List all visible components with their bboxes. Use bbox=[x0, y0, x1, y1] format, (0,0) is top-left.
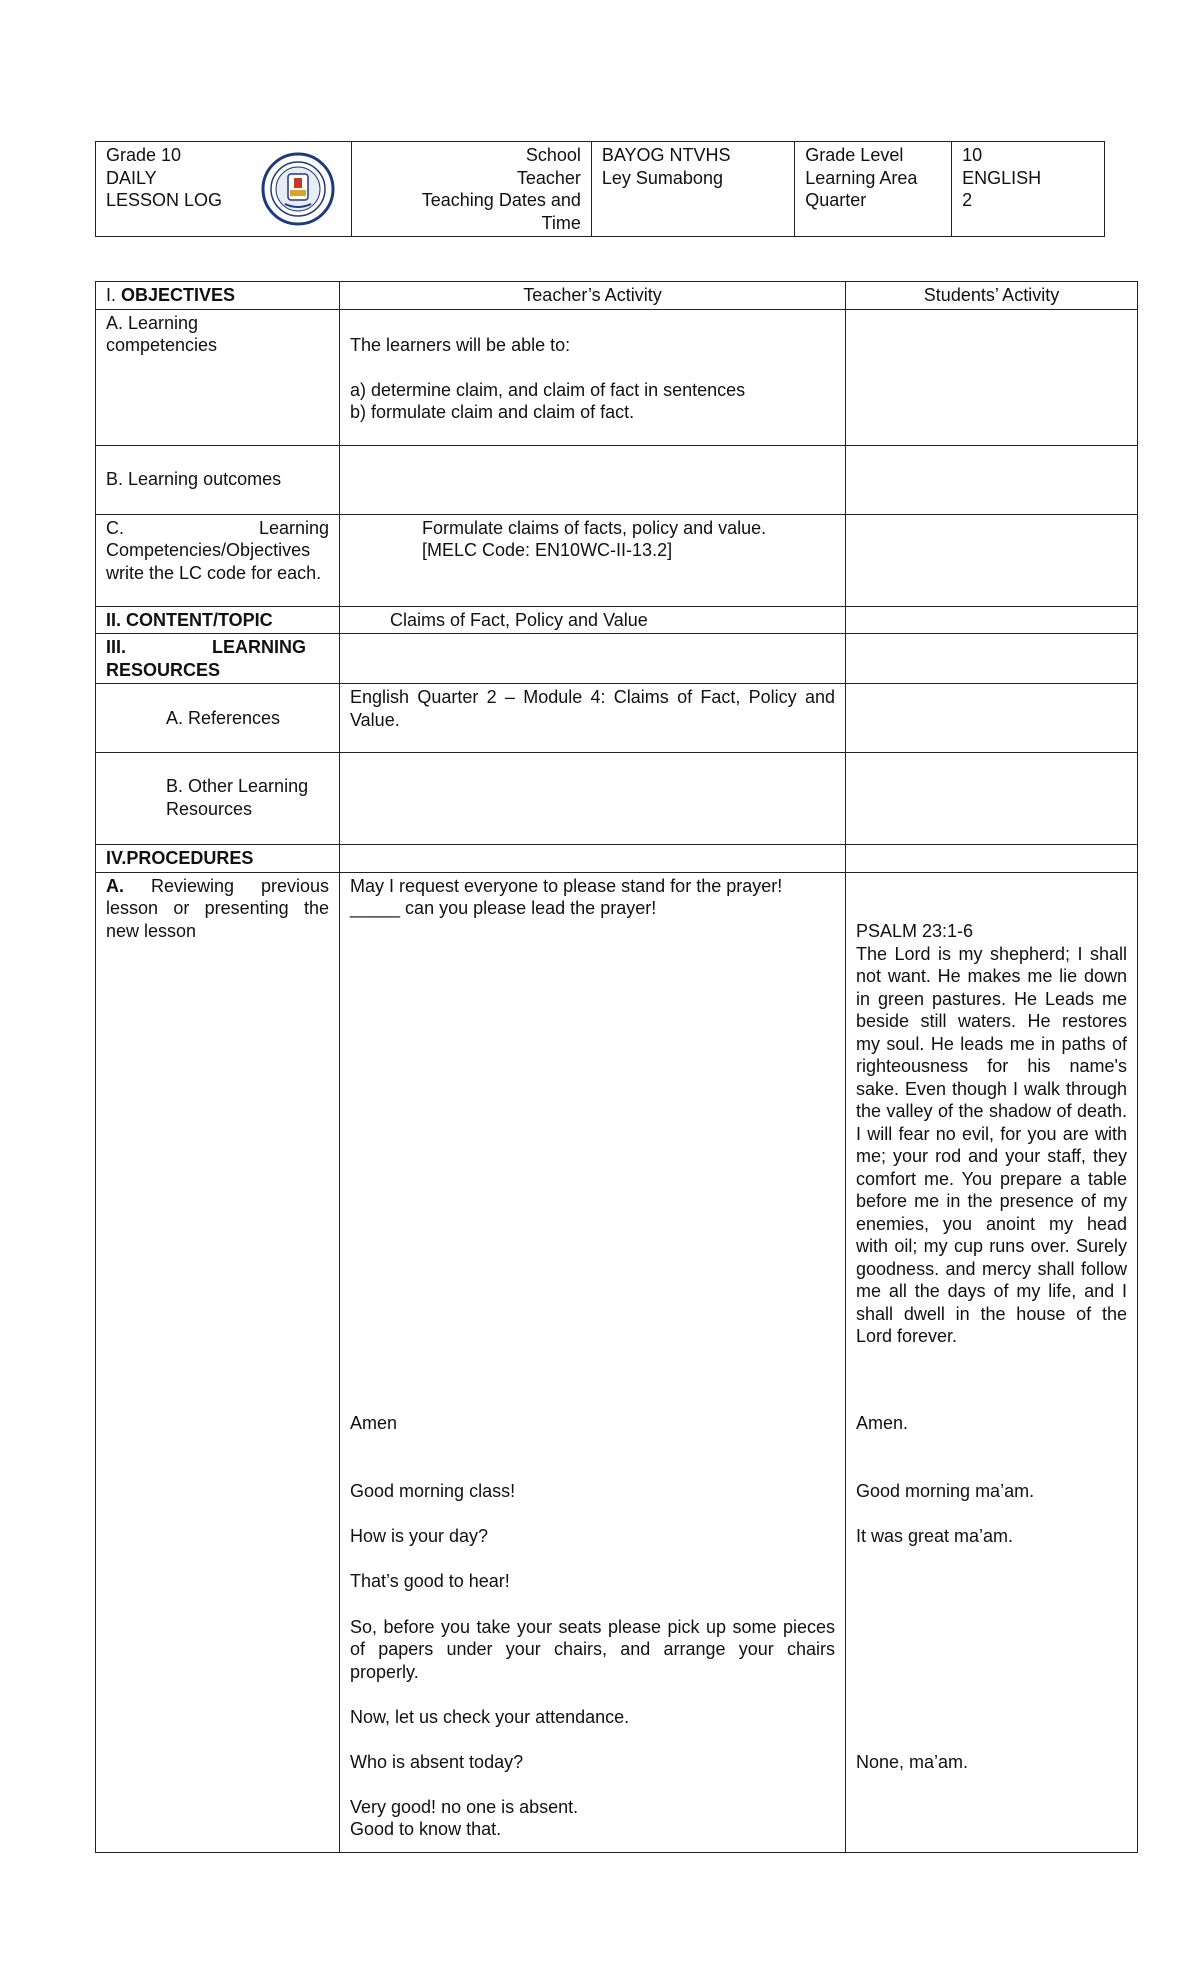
table-row bbox=[96, 872, 1138, 1852]
table-row bbox=[96, 514, 1138, 606]
table-row bbox=[96, 634, 1138, 684]
procedures-label: IV.PROCEDURES bbox=[96, 845, 340, 873]
learning-competencies-label: A. Learning competencies bbox=[96, 309, 340, 445]
reviewing-students-cell bbox=[846, 872, 1138, 1852]
student-amen: Amen. bbox=[856, 1412, 909, 1433]
table-head-row bbox=[96, 282, 1138, 310]
teacher-very-good: Very good! no one is absent. Good to know that. bbox=[350, 1796, 579, 1839]
header-title: Grade 10 DAILY LESSON LOG bbox=[106, 145, 223, 210]
students-activity-heading: Students’ Activity bbox=[846, 282, 1138, 310]
learning-competencies-text: The learners will be able to: a) determine claim, and claim of fact in sentences b) formulate claim and claim of fact. bbox=[350, 334, 746, 422]
student-absent: None, ma’am. bbox=[856, 1751, 969, 1772]
table-row bbox=[96, 753, 1138, 845]
header-values-right: 10 ENGLISH 2 bbox=[962, 145, 1042, 210]
table-row bbox=[96, 309, 1138, 445]
table-row bbox=[96, 445, 1138, 514]
psalm-title: PSALM 23:1-6 bbox=[856, 920, 974, 941]
teacher-activity-heading: Teacher’s Activity bbox=[340, 282, 846, 310]
header-labels-right-cell bbox=[795, 142, 952, 237]
table-row bbox=[96, 606, 1138, 634]
content-topic-label: II. CONTENT/TOPIC bbox=[96, 606, 340, 634]
student-day: It was great ma’am. bbox=[856, 1525, 1014, 1546]
other-resources-label: B. Other Learning Resources bbox=[166, 776, 309, 819]
lesson-table bbox=[95, 281, 1138, 1853]
header-labels-mid-cell bbox=[352, 142, 592, 237]
reviewing-label: A. Reviewing previous lesson or presenting the new lesson bbox=[96, 872, 340, 1852]
teacher-good-to-hear: That’s good to hear! bbox=[350, 1570, 510, 1591]
school-seal-logo bbox=[261, 152, 335, 226]
objectives-heading: I. OBJECTIVES bbox=[96, 282, 340, 310]
learning-resources-label: III. LEARNING RESOURCES bbox=[106, 637, 306, 680]
header-table bbox=[95, 141, 1105, 237]
references-label: A. References bbox=[96, 684, 340, 753]
teacher-prayer: May I request everyone to please stand for the prayer! _____ can you please lead the prayer! bbox=[350, 875, 783, 918]
header-title-cell bbox=[96, 142, 352, 237]
teacher-who-absent: Who is absent today? bbox=[350, 1751, 524, 1772]
teacher-amen: Amen bbox=[350, 1412, 398, 1433]
header-values-mid-cell bbox=[591, 142, 794, 237]
header-values-right-cell bbox=[952, 142, 1105, 237]
reviewing-teacher-cell bbox=[340, 872, 846, 1852]
header-values-mid: BAYOG NTVHS Ley Sumabong bbox=[601, 145, 731, 188]
references-text: English Quarter 2 – Module 4: Claims of Fact, Policy and Value. bbox=[340, 684, 846, 753]
psalm-text: The Lord is my shepherd; I shall not want. He makes me lie down in green pastures. He Leads me beside still waters. He restores my soul. He leads me in paths of righteousness for his name's sake. Even though I walk through the valley of the shadow of death. I will fear no evil, for you are with me; your rod and your staff, they comfort me. You prepare a table before me in the presence of my enemies, you anoint my head with oil; my cup runs over. Surely goodness. and mercy shall follow me all the days of my life, and I shall dwell in the house of the Lord forever. bbox=[856, 943, 1127, 1346]
lc-code-label: C. Learning Competencies/Objectives write the LC code for each. bbox=[96, 514, 340, 606]
header-labels-right: Grade Level Learning Area Quarter bbox=[805, 145, 918, 210]
table-row bbox=[96, 684, 1138, 753]
teacher-take-seats: So, before you take your seats please pick up some pieces of papers under your chairs, and arrange your chairs properly. bbox=[350, 1616, 835, 1682]
teacher-greeting: Good morning class! bbox=[350, 1480, 516, 1501]
student-greeting: Good morning ma’am. bbox=[856, 1480, 1035, 1501]
learning-outcomes-label: B. Learning outcomes bbox=[96, 445, 340, 514]
table-row bbox=[96, 845, 1138, 873]
teacher-attendance: Now, let us check your attendance. bbox=[350, 1706, 630, 1727]
teacher-how-is-day: How is your day? bbox=[350, 1525, 489, 1546]
header-labels-mid: School Teacher Teaching Dates and Time bbox=[421, 145, 581, 233]
lc-code-text: Formulate claims of facts, policy and value. [MELC Code: EN10WC-II-13.2] bbox=[422, 517, 767, 560]
content-topic-text: Claims of Fact, Policy and Value bbox=[340, 606, 846, 634]
